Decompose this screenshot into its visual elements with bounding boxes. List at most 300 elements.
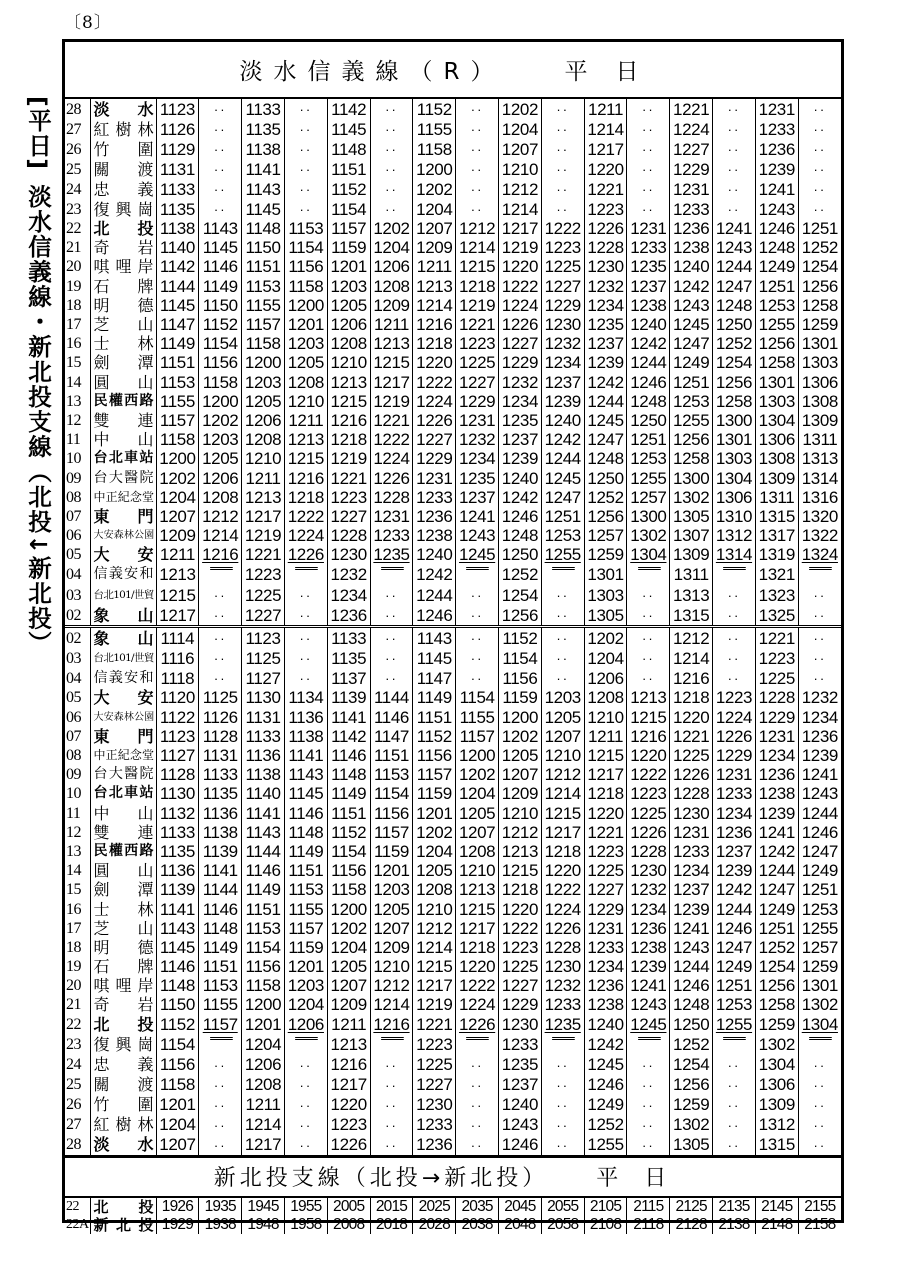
departure-time: 1214 xyxy=(544,784,581,804)
time-cell xyxy=(413,219,456,238)
departure-time: 1217 xyxy=(373,372,410,392)
departure-time: 1230 xyxy=(673,803,710,823)
departure-time: 1158 xyxy=(288,276,324,296)
time-cell xyxy=(584,765,627,784)
station-name: 紅樹林 xyxy=(90,119,156,139)
departure-time: 1207 xyxy=(501,765,539,785)
time-cell xyxy=(242,1095,285,1115)
time-cell xyxy=(456,1198,499,1216)
station-name: 明德 xyxy=(90,938,156,957)
station-number: 15 xyxy=(66,354,81,372)
time-cell xyxy=(798,277,841,296)
no-stop-mark: ·· xyxy=(727,162,741,177)
time-cell xyxy=(284,277,327,296)
station-number: 21 xyxy=(66,996,81,1014)
time-cell xyxy=(670,746,713,765)
time-cell xyxy=(156,179,199,199)
time-cell xyxy=(242,315,285,334)
station-name: 北投 xyxy=(90,1198,156,1216)
departure-time: 1245 xyxy=(673,315,710,335)
station-number: 20 xyxy=(66,977,81,995)
time-cell xyxy=(370,1135,413,1155)
departure-time: 2145 xyxy=(761,1197,793,1215)
time-cell xyxy=(327,411,370,430)
time-cell xyxy=(199,238,242,257)
departure-time: 1205 xyxy=(287,353,324,373)
no-stop-mark: ·· xyxy=(556,651,570,667)
no-stop-mark: ·· xyxy=(385,182,398,197)
time-cell xyxy=(456,1135,499,1155)
station-number: 19 xyxy=(66,277,81,295)
time-cell xyxy=(456,727,499,746)
departure-time: 1240 xyxy=(587,1014,624,1034)
time-cell xyxy=(627,411,670,430)
time-cell xyxy=(627,238,670,257)
time-cell xyxy=(199,411,242,430)
time-cell xyxy=(327,688,370,707)
time-cell xyxy=(370,159,413,179)
departure-time: 1215 xyxy=(544,803,581,823)
time-cell xyxy=(713,373,756,392)
departure-time: 1253 xyxy=(715,995,753,1015)
departure-time: 1244 xyxy=(673,957,710,977)
time-cell xyxy=(242,842,285,861)
time-cell xyxy=(713,507,756,526)
time-cell xyxy=(327,605,370,627)
departure-time: 1251 xyxy=(630,430,667,450)
no-stop-mark: ·· xyxy=(813,122,827,137)
departure-time: 1311 xyxy=(759,487,795,507)
departure-time: 1230 xyxy=(416,1095,453,1115)
station-name: 士林 xyxy=(90,899,156,918)
departure-time: 1215 xyxy=(458,257,496,277)
time-cell xyxy=(456,648,499,668)
time-cell xyxy=(584,238,627,257)
no-stop-mark: ·· xyxy=(299,1137,313,1153)
time-cell xyxy=(670,430,713,449)
station-name: 民權西路 xyxy=(90,842,156,861)
time-cell xyxy=(627,392,670,411)
time-cell xyxy=(413,1075,456,1095)
station-row xyxy=(65,1034,841,1055)
time-cell xyxy=(413,159,456,179)
time-cell xyxy=(413,842,456,861)
time-cell xyxy=(199,861,242,880)
time-cell xyxy=(627,99,670,119)
departure-time: 1157 xyxy=(245,315,281,335)
departure-time: 1252 xyxy=(587,487,624,507)
departure-time: 1141 xyxy=(245,159,281,179)
departure-time: 1257 xyxy=(801,937,838,957)
station-number: 16 xyxy=(66,900,81,918)
time-cell xyxy=(156,315,199,334)
time-cell xyxy=(327,430,370,449)
time-cell xyxy=(370,1095,413,1115)
station-row xyxy=(65,1115,841,1135)
departure-time: 1150 xyxy=(245,238,281,258)
time-cell xyxy=(327,1055,370,1075)
time-cell xyxy=(199,564,242,585)
departure-time: 1248 xyxy=(758,238,795,258)
time-cell xyxy=(627,468,670,487)
time-cell xyxy=(456,1095,499,1115)
time-cell xyxy=(584,648,627,668)
departure-time: 1151 xyxy=(245,257,281,277)
departure-time: 1211 xyxy=(588,726,624,746)
time-cell xyxy=(413,119,456,139)
time-cell xyxy=(370,976,413,995)
departure-time: 1156 xyxy=(245,957,281,977)
line-title: 淡水信義線（R） xyxy=(239,59,505,85)
time-cell xyxy=(798,648,841,668)
departure-time: 1205 xyxy=(416,861,453,881)
departure-time: 1156 xyxy=(416,746,452,766)
time-cell xyxy=(327,995,370,1014)
departure-time: 1248 xyxy=(673,995,710,1015)
time-cell xyxy=(242,99,285,119)
time-cell xyxy=(327,648,370,668)
time-cell xyxy=(413,430,456,449)
departure-time: 1234 xyxy=(501,391,539,411)
departure-time: 1242 xyxy=(715,880,753,900)
time-cell xyxy=(242,449,285,468)
station-row xyxy=(65,430,841,449)
station-name: 台大醫院 xyxy=(90,468,156,487)
no-stop-mark: ·· xyxy=(213,102,227,117)
no-stop-mark: ·· xyxy=(642,651,655,667)
departure-time: 1224 xyxy=(416,391,453,411)
time-cell xyxy=(755,585,798,605)
time-cell xyxy=(584,353,627,372)
departure-time: 2048 xyxy=(504,1216,536,1234)
time-cell xyxy=(627,179,670,199)
time-cell xyxy=(370,392,413,411)
time-cell xyxy=(584,411,627,430)
time-cell xyxy=(670,219,713,238)
departure-time: 1313 xyxy=(801,449,838,469)
no-stop-mark: ·· xyxy=(813,202,827,217)
departure-time: 1145 xyxy=(159,937,195,957)
departure-time: 1201 xyxy=(159,1095,196,1115)
time-cell xyxy=(499,507,542,526)
station-number: 26 xyxy=(66,1096,81,1114)
departure-time: 1156 xyxy=(159,1055,195,1075)
time-cell xyxy=(370,938,413,957)
departure-time: 1236 xyxy=(673,219,710,239)
time-cell xyxy=(327,257,370,276)
time-cell xyxy=(541,1034,584,1055)
time-cell xyxy=(199,257,242,276)
no-stop-mark: ·· xyxy=(213,631,227,647)
time-cell xyxy=(499,648,542,668)
time-cell xyxy=(156,1115,199,1135)
time-cell xyxy=(541,139,584,159)
no-stop-mark: ·· xyxy=(727,102,741,117)
time-cell xyxy=(755,957,798,976)
time-cell xyxy=(199,1198,242,1216)
station-name: 雙連 xyxy=(90,823,156,842)
time-cell xyxy=(284,526,327,545)
departure-time: 1237 xyxy=(587,334,624,354)
time-cell xyxy=(755,1034,798,1055)
departure-time: 1212 xyxy=(202,506,239,526)
time-cell xyxy=(199,159,242,179)
departure-time: 1248 xyxy=(715,295,753,315)
departure-time: 1145 xyxy=(416,648,452,668)
station-row xyxy=(65,526,841,545)
time-cell xyxy=(413,1034,456,1055)
station-number: 22 xyxy=(66,1198,79,1214)
station-row xyxy=(65,727,841,746)
station-number: 04 xyxy=(66,566,81,584)
departure-time: 1219 xyxy=(416,995,453,1015)
departure-time: 2058 xyxy=(547,1216,579,1234)
time-cell xyxy=(156,1034,199,1055)
departure-time: 1249 xyxy=(673,353,710,373)
time-cell xyxy=(413,585,456,605)
time-cell xyxy=(713,353,756,372)
departure-time: 1221 xyxy=(587,822,624,842)
time-cell xyxy=(413,708,456,727)
departure-time: 1258 xyxy=(801,295,838,315)
departure-time: 1258 xyxy=(758,353,795,373)
no-stop-mark: ·· xyxy=(642,608,655,624)
departure-time: 1236 xyxy=(715,822,753,842)
time-cell xyxy=(327,1198,370,1216)
departure-time: 1147 xyxy=(416,668,452,688)
no-stop-mark: ·· xyxy=(556,1057,570,1073)
time-cell xyxy=(284,488,327,507)
branch-row xyxy=(65,1198,841,1216)
time-cell xyxy=(456,708,499,727)
time-cell xyxy=(327,585,370,605)
time-cell xyxy=(713,746,756,765)
departure-time: 1231 xyxy=(373,506,410,526)
departure-time: 1158 xyxy=(159,430,195,450)
station-row xyxy=(65,119,841,139)
departure-time: 1155 xyxy=(288,899,324,919)
time-cell xyxy=(755,353,798,372)
departure-time: 2118 xyxy=(633,1216,664,1234)
time-cell xyxy=(370,488,413,507)
time-cell xyxy=(156,296,199,315)
no-stop-mark: ·· xyxy=(813,102,827,117)
no-stop-mark: ·· xyxy=(470,1077,484,1093)
departure-time: 1251 xyxy=(715,976,753,996)
time-cell xyxy=(456,585,499,605)
side-title xyxy=(20,96,56,656)
time-cell xyxy=(370,119,413,139)
departure-time: 1152 xyxy=(502,628,538,648)
time-cell xyxy=(670,334,713,353)
time-cell xyxy=(199,976,242,995)
departure-time: 1126 xyxy=(159,119,195,139)
departure-time: 1231 xyxy=(715,765,753,785)
departure-time: 1152 xyxy=(159,1014,195,1034)
departure-time: 1231 xyxy=(758,726,795,746)
no-stop-mark: ·· xyxy=(813,162,827,177)
departure-time: 1249 xyxy=(801,861,838,881)
departure-time: 1217 xyxy=(244,506,282,526)
departure-time: 1234 xyxy=(715,803,753,823)
time-cell xyxy=(627,1135,670,1155)
departure-time: 1226 xyxy=(673,765,710,785)
departure-time: 1225 xyxy=(458,353,496,373)
departure-time: 1138 xyxy=(202,822,238,842)
departure-time: 1144 xyxy=(159,276,195,296)
time-cell xyxy=(284,199,327,219)
no-stop-mark: ·· xyxy=(642,1097,655,1113)
departure-time: 1246 xyxy=(416,605,453,625)
time-cell xyxy=(327,296,370,315)
departure-time: 1234 xyxy=(587,295,624,315)
time-cell xyxy=(670,765,713,784)
time-cell xyxy=(798,315,841,334)
departure-time: 1149 xyxy=(159,334,195,354)
no-stop-mark: ·· xyxy=(385,651,398,667)
departure-time: 1135 xyxy=(159,841,195,861)
station-row xyxy=(65,373,841,392)
departure-time: 1246 xyxy=(715,918,753,938)
departure-time: 1158 xyxy=(159,1075,195,1095)
time-cell xyxy=(499,449,542,468)
departure-time: 1203 xyxy=(287,334,324,354)
departure-time: 1212 xyxy=(416,918,453,938)
departure-time: 1131 xyxy=(159,159,195,179)
time-cell xyxy=(156,526,199,545)
departure-time: 1249 xyxy=(758,899,795,919)
time-cell xyxy=(713,784,756,803)
time-cell xyxy=(199,957,242,976)
departure-time: 1252 xyxy=(715,334,753,354)
departure-time: 1238 xyxy=(587,995,624,1015)
departure-time: 1219 xyxy=(330,449,367,469)
departure-time: 1214 xyxy=(416,937,453,957)
station-name: 中正紀念堂 xyxy=(90,488,156,507)
time-cell xyxy=(370,668,413,688)
time-cell xyxy=(327,1034,370,1055)
time-cell xyxy=(670,1055,713,1075)
last-stop-time: 1255 xyxy=(715,1014,753,1034)
time-cell xyxy=(627,688,670,707)
time-cell xyxy=(156,823,199,842)
departure-time: 1216 xyxy=(287,468,324,488)
time-cell xyxy=(584,668,627,688)
station-name: 明德 xyxy=(90,296,156,315)
departure-time: 1259 xyxy=(587,545,624,565)
departure-time: 1244 xyxy=(416,585,453,605)
time-cell xyxy=(413,257,456,276)
no-stop-mark: ·· xyxy=(385,1077,398,1093)
time-cell xyxy=(199,746,242,765)
time-cell xyxy=(456,842,499,861)
time-cell xyxy=(499,468,542,487)
departure-time: 1205 xyxy=(458,803,496,823)
departure-time: 1234 xyxy=(801,707,838,727)
time-cell xyxy=(284,1198,327,1216)
time-cell xyxy=(713,1198,756,1216)
time-cell xyxy=(456,392,499,411)
time-cell xyxy=(798,564,841,585)
no-stop-mark: ·· xyxy=(813,1057,827,1073)
time-cell xyxy=(670,139,713,159)
departure-time: 1235 xyxy=(630,257,667,277)
time-cell xyxy=(627,765,670,784)
departure-time: 1302 xyxy=(673,487,710,507)
departure-time: 1239 xyxy=(587,353,624,373)
time-cell xyxy=(456,784,499,803)
departure-time: 1204 xyxy=(416,841,453,861)
last-stop-time: 1226 xyxy=(287,545,324,565)
time-cell xyxy=(670,179,713,199)
time-cell xyxy=(413,899,456,918)
departure-time: 1223 xyxy=(330,487,367,507)
time-cell xyxy=(327,238,370,257)
time-cell xyxy=(499,628,542,648)
time-cell xyxy=(156,468,199,487)
departure-time: 1153 xyxy=(159,372,195,392)
time-cell xyxy=(370,238,413,257)
time-cell xyxy=(413,353,456,372)
station-row xyxy=(65,238,841,257)
departure-time: 1153 xyxy=(245,276,281,296)
departure-time: 1259 xyxy=(801,315,838,335)
time-cell xyxy=(670,976,713,995)
time-cell xyxy=(713,430,756,449)
time-cell xyxy=(327,1075,370,1095)
departure-time: 1232 xyxy=(587,276,624,296)
departure-time: 1241 xyxy=(758,822,795,842)
departure-time: 1211 xyxy=(159,545,195,565)
last-stop-time: 1304 xyxy=(801,1014,838,1034)
departure-time: 1209 xyxy=(416,238,453,258)
last-stop-time: 1216 xyxy=(373,1014,410,1034)
departure-time: 1245 xyxy=(587,1055,624,1075)
terminates-mark: ═ xyxy=(381,1032,402,1046)
departure-time: 1220 xyxy=(587,803,624,823)
time-cell xyxy=(199,99,242,119)
no-stop-mark: ·· xyxy=(470,162,484,177)
departure-time: 1232 xyxy=(544,976,581,996)
time-cell xyxy=(755,995,798,1014)
time-cell xyxy=(242,668,285,688)
departure-time: 1228 xyxy=(758,688,795,708)
departure-time: 1153 xyxy=(202,976,238,996)
station-number: 07 xyxy=(66,507,81,525)
time-cell xyxy=(456,199,499,219)
time-cell xyxy=(370,765,413,784)
time-cell xyxy=(627,1095,670,1115)
departure-time: 1209 xyxy=(159,526,196,546)
time-cell xyxy=(242,468,285,487)
time-cell xyxy=(370,296,413,315)
departure-time: 2158 xyxy=(804,1216,836,1234)
time-cell xyxy=(413,99,456,119)
time-cell xyxy=(156,238,199,257)
departure-time: 1125 xyxy=(245,648,281,668)
time-cell xyxy=(755,219,798,238)
departure-time: 1231 xyxy=(587,918,624,938)
time-cell xyxy=(541,219,584,238)
departure-time: 1242 xyxy=(587,1034,624,1054)
time-cell xyxy=(670,957,713,976)
departure-time: 1252 xyxy=(501,565,539,585)
time-cell xyxy=(798,179,841,199)
departure-time: 1143 xyxy=(288,765,324,785)
time-cell xyxy=(456,99,499,119)
time-cell xyxy=(284,1115,327,1135)
time-cell xyxy=(242,507,285,526)
